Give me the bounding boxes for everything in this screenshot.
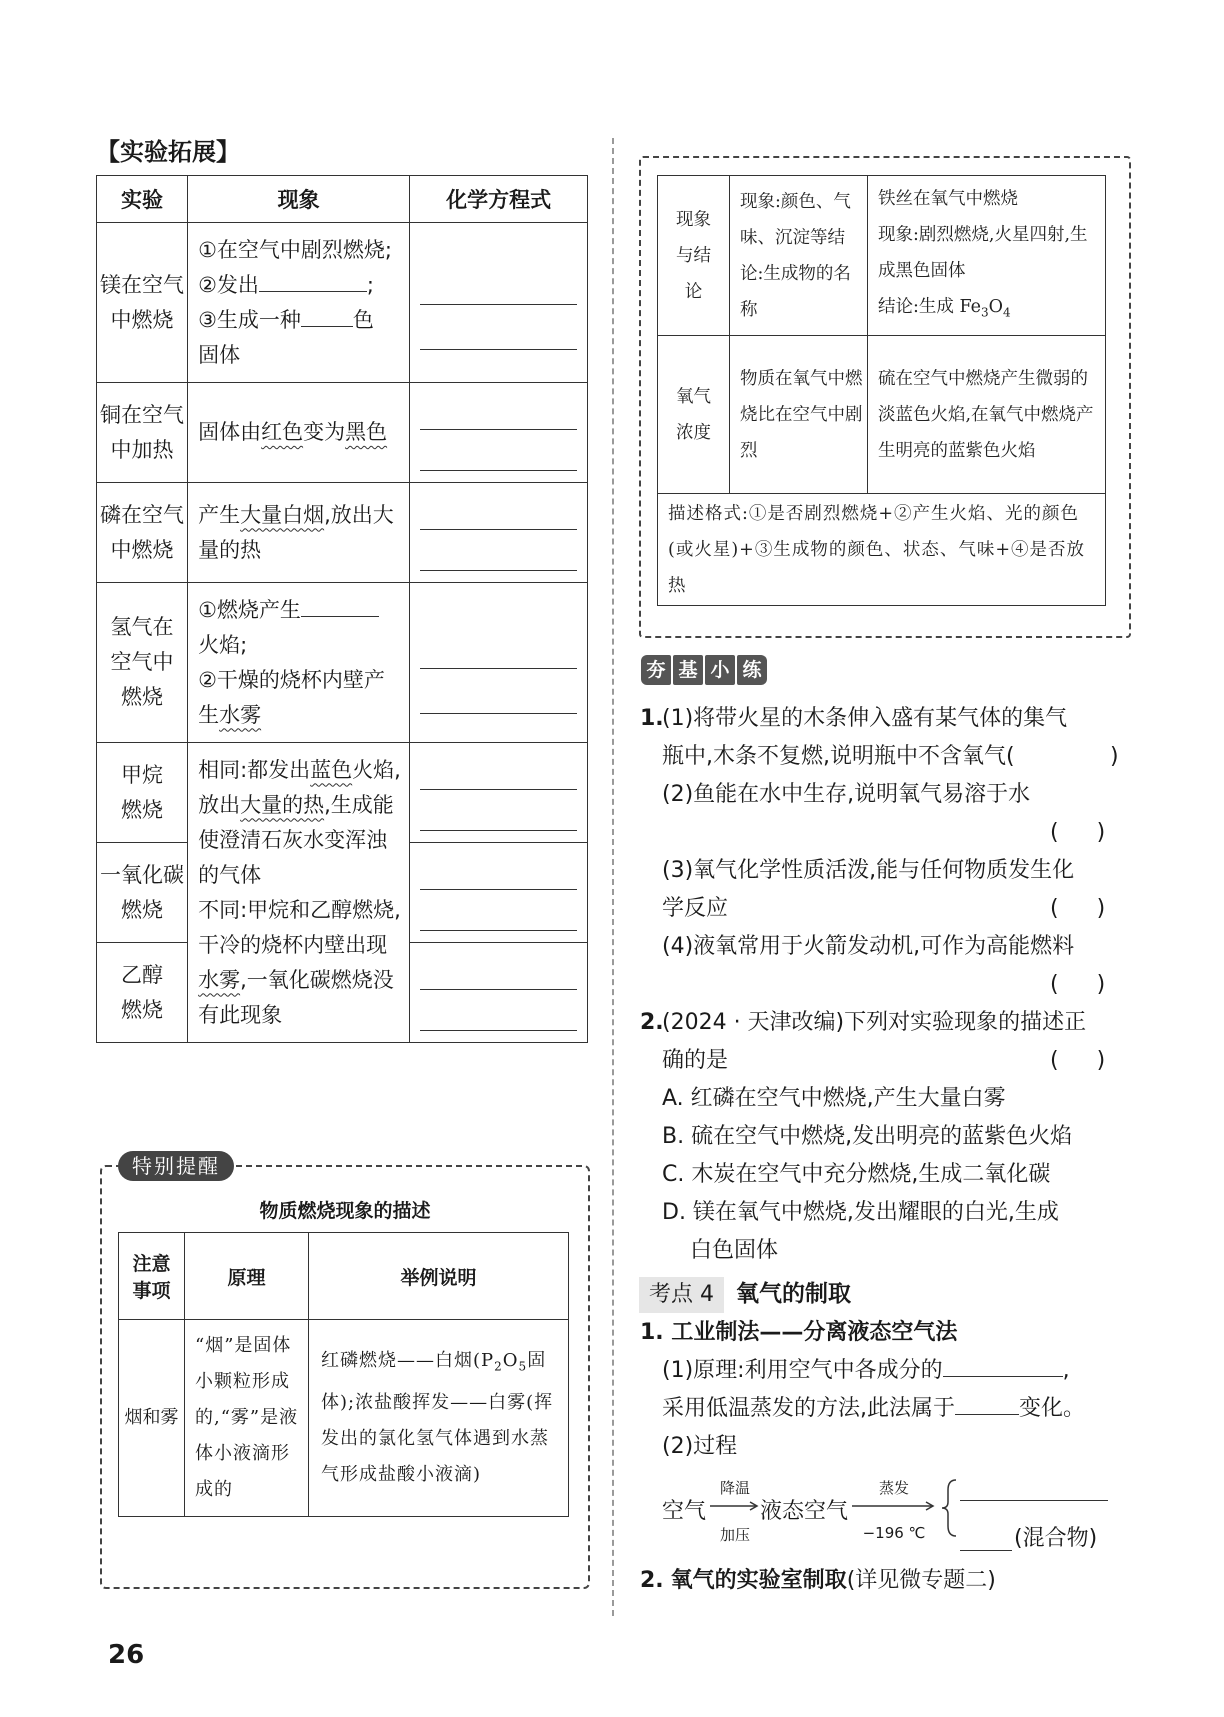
table-row [97, 383, 588, 483]
equation-cell [410, 223, 588, 383]
phenomenon-cell [188, 583, 410, 743]
experiment-name: 甲烷燃烧 [97, 743, 188, 843]
equation-blank[interactable] [420, 430, 577, 471]
answer-blank[interactable] [301, 304, 353, 327]
answer-paren[interactable]: ( ) [1050, 1048, 1106, 1073]
answer-paren[interactable]: ( ) [1050, 972, 1106, 997]
section-header [639, 1276, 1159, 1312]
option-c[interactable]: C. 木炭在空气中充分燃烧,生成二氧化碳 [662, 1162, 1051, 1187]
question-text: (3)氧气化学性质活泼,能与任何物质发生化 [662, 858, 1075, 883]
answer-blank[interactable] [301, 594, 379, 617]
practice-tag: 夯 基 小 练 [641, 655, 769, 685]
principle-cell: “烟”是固体小颗粒形成的,“雾”是液体小液滴形成的 [185, 1320, 309, 1517]
subsection-title: 1. 工业制法——分离液态空气法 [640, 1320, 958, 1345]
column-header: 举例说明 [309, 1233, 569, 1320]
experiment-table [96, 175, 588, 1043]
flow-condition: 蒸发 [878, 1479, 909, 1497]
equation-cell [410, 383, 588, 483]
principle-line: (1)原理:利用空气中各成分的 , [662, 1352, 1070, 1390]
brace-icon [940, 1478, 958, 1538]
question-number: 2. [640, 1010, 664, 1035]
equation-blank[interactable] [420, 612, 577, 669]
column-header: 化学方程式 [410, 176, 588, 223]
arrow-icon [710, 1500, 762, 1512]
experiment-name: 乙醇燃烧 [97, 943, 188, 1043]
rule-cell: 现象:颜色、气味、沉淀等结论:生成物的名称 [730, 176, 868, 336]
process-label: (2)过程 [662, 1434, 738, 1459]
equation-blank[interactable] [420, 955, 577, 990]
equation-blank[interactable] [420, 855, 577, 890]
table-header-row [119, 1233, 569, 1320]
section-label: 考点 4 [639, 1277, 724, 1313]
description-table [657, 175, 1106, 606]
question-text: (1)将带火星的木条伸入盛有某气体的集气 [662, 706, 1068, 731]
phenomenon-line: ①在空气中剧烈燃烧; [198, 237, 392, 262]
phenomenon-line: ②发出 ; [198, 268, 401, 303]
column-header: 现象 [188, 176, 410, 223]
flow-condition: −196 ℃ [862, 1524, 926, 1542]
format-cell: 描述格式:①是否剧烈燃烧+②产生火焰、光的颜色(或火星)+③生成物的颜色、状态、气味+④是否放热 [658, 494, 1106, 606]
phenomenon-cell: 相同:都发出蓝色火焰,放出大量的热,生成能使澄清石灰水变浑浊的气体 不同:甲烷和乙醇燃烧,干冷的烧杯内壁出现水雾,一氧化碳燃烧没有此现象 [188, 743, 410, 1043]
equation-cell [410, 743, 588, 843]
answer-blank[interactable] [259, 269, 367, 292]
phenomenon-line: 火焰; [198, 632, 248, 657]
flow-output-label: (混合物) [1014, 1526, 1098, 1551]
equation-blank[interactable] [420, 530, 577, 571]
option-d-continued: 白色固体 [690, 1238, 779, 1263]
answer-blank[interactable] [960, 1500, 1108, 1501]
example-cell: 红磷燃烧——白烟($P_2O_5$固体);浓盐酸挥发——白雾(挥发出的氯化氢气体遇到水蒸气形成盐酸小液滴) [309, 1320, 569, 1517]
table-row [658, 494, 1106, 606]
question-text: (4)液氧常用于火箭发动机,可作为高能燃料 [662, 934, 1075, 959]
equation-cell [410, 483, 588, 583]
table-row [658, 176, 1106, 336]
table-row [97, 483, 588, 583]
equation-cell [410, 943, 588, 1043]
column-header: 原理 [185, 1233, 309, 1320]
answer-paren[interactable]: ) [1110, 744, 1119, 769]
equation-blank[interactable] [420, 990, 577, 1031]
section-title: 氧气的制取 [736, 1281, 851, 1307]
item-cell: 烟和雾 [119, 1320, 185, 1517]
phenomenon-line: 固体 [198, 342, 241, 367]
equation-blank[interactable] [420, 256, 577, 305]
page-number: 26 [108, 1640, 145, 1670]
phenomenon-cell [188, 223, 410, 383]
experiment-name: 氢气在空气中燃烧 [97, 583, 188, 743]
aspect-cell: 现象与结论 [658, 176, 730, 336]
flow-condition: 加压 [719, 1526, 750, 1544]
reminder-tag: 特别提醒 [118, 1151, 234, 1181]
table-row [97, 743, 588, 843]
option-d[interactable]: D. 镁在氧气中燃烧,发出耀眼的白光,生成 [662, 1200, 1059, 1225]
aspect-cell: 氧气浓度 [658, 336, 730, 494]
equation-cell [410, 843, 588, 943]
equation-blank[interactable] [420, 305, 577, 350]
equation-blank[interactable] [420, 669, 577, 714]
arrow-icon [852, 1500, 938, 1512]
equation-blank[interactable] [420, 755, 577, 790]
phenomenon-line: ③生成一种 色 [198, 303, 401, 338]
question-text: 学反应 [662, 896, 729, 921]
phenomenon-line: ②干燥的烧杯内壁产生水雾 [198, 667, 385, 727]
answer-blank[interactable] [955, 1392, 1019, 1415]
option-a[interactable]: A. 红磷在空气中燃烧,产生大量白雾 [662, 1086, 1006, 1111]
answer-paren[interactable]: ( ) [1050, 896, 1106, 921]
phenomenon-cell: 固体由红色变为黑色 [188, 383, 410, 483]
table-header-row [97, 176, 588, 223]
equation-blank[interactable] [420, 395, 577, 430]
flow-middle: 液态空气 [760, 1499, 849, 1524]
reminder-table [118, 1232, 569, 1517]
subsection-title: 2. 氧气的实验室制取(详见微专题二) [640, 1568, 996, 1593]
experiment-name: 一氧化碳燃烧 [97, 843, 188, 943]
equation-blank[interactable] [420, 495, 577, 530]
answer-blank[interactable] [943, 1354, 1063, 1377]
column-header: 实验 [97, 176, 188, 223]
table-row [97, 223, 588, 383]
equation-blank[interactable] [420, 790, 577, 831]
column-header: 注意事项 [119, 1233, 185, 1320]
experiment-name: 铜在空气中加热 [97, 383, 188, 483]
phenomenon-line: ①燃烧产生 [198, 593, 401, 628]
equation-blank[interactable] [420, 890, 577, 931]
question-text: (2)鱼能在水中生存,说明氧气易溶于水 [662, 782, 1031, 807]
table-row [97, 583, 588, 743]
answer-paren[interactable]: ( ) [1050, 820, 1106, 845]
question-text: (2024 · 天津改编)下列对实验现象的描述正 [662, 1010, 1087, 1035]
question-text: 瓶中,木条不复燃,说明瓶中不含氧气( [662, 744, 1015, 769]
example-cell: 硫在空气中燃烧产生微弱的淡蓝色火焰,在氧气中燃烧产生明亮的蓝紫色火焰 [868, 336, 1106, 494]
flow-condition: 降温 [719, 1479, 750, 1497]
equation-cell [410, 583, 588, 743]
table-row [119, 1320, 569, 1517]
principle-line: 采用低温蒸发的方法,此法属于 变化。 [662, 1390, 1085, 1428]
table-row [658, 336, 1106, 494]
answer-blank[interactable] [960, 1524, 1012, 1551]
experiment-name: 磷在空气中燃烧 [97, 483, 188, 583]
option-b[interactable]: B. 硫在空气中燃烧,发出明亮的蓝紫色火焰 [662, 1124, 1073, 1149]
flow-start: 空气 [662, 1499, 707, 1524]
phenomenon-cell: 产生大量白烟,放出大量的热 [188, 483, 410, 583]
question-text: 确的是 [662, 1048, 729, 1073]
experiment-name: 镁在空气中燃烧 [97, 223, 188, 383]
column-divider [612, 138, 614, 1616]
reminder-title: 物质燃烧现象的描述 [259, 1200, 431, 1222]
section-heading: 【实验拓展】 [96, 138, 240, 166]
question-number: 1. [640, 706, 664, 731]
example-cell: 铁丝在氧气中燃烧 现象:剧烈燃烧,火星四射,生成黑色固体 结论:生成 $Fe_3O_4$ [868, 176, 1106, 336]
rule-cell: 物质在氧气中燃烧比在空气中剧烈 [730, 336, 868, 494]
